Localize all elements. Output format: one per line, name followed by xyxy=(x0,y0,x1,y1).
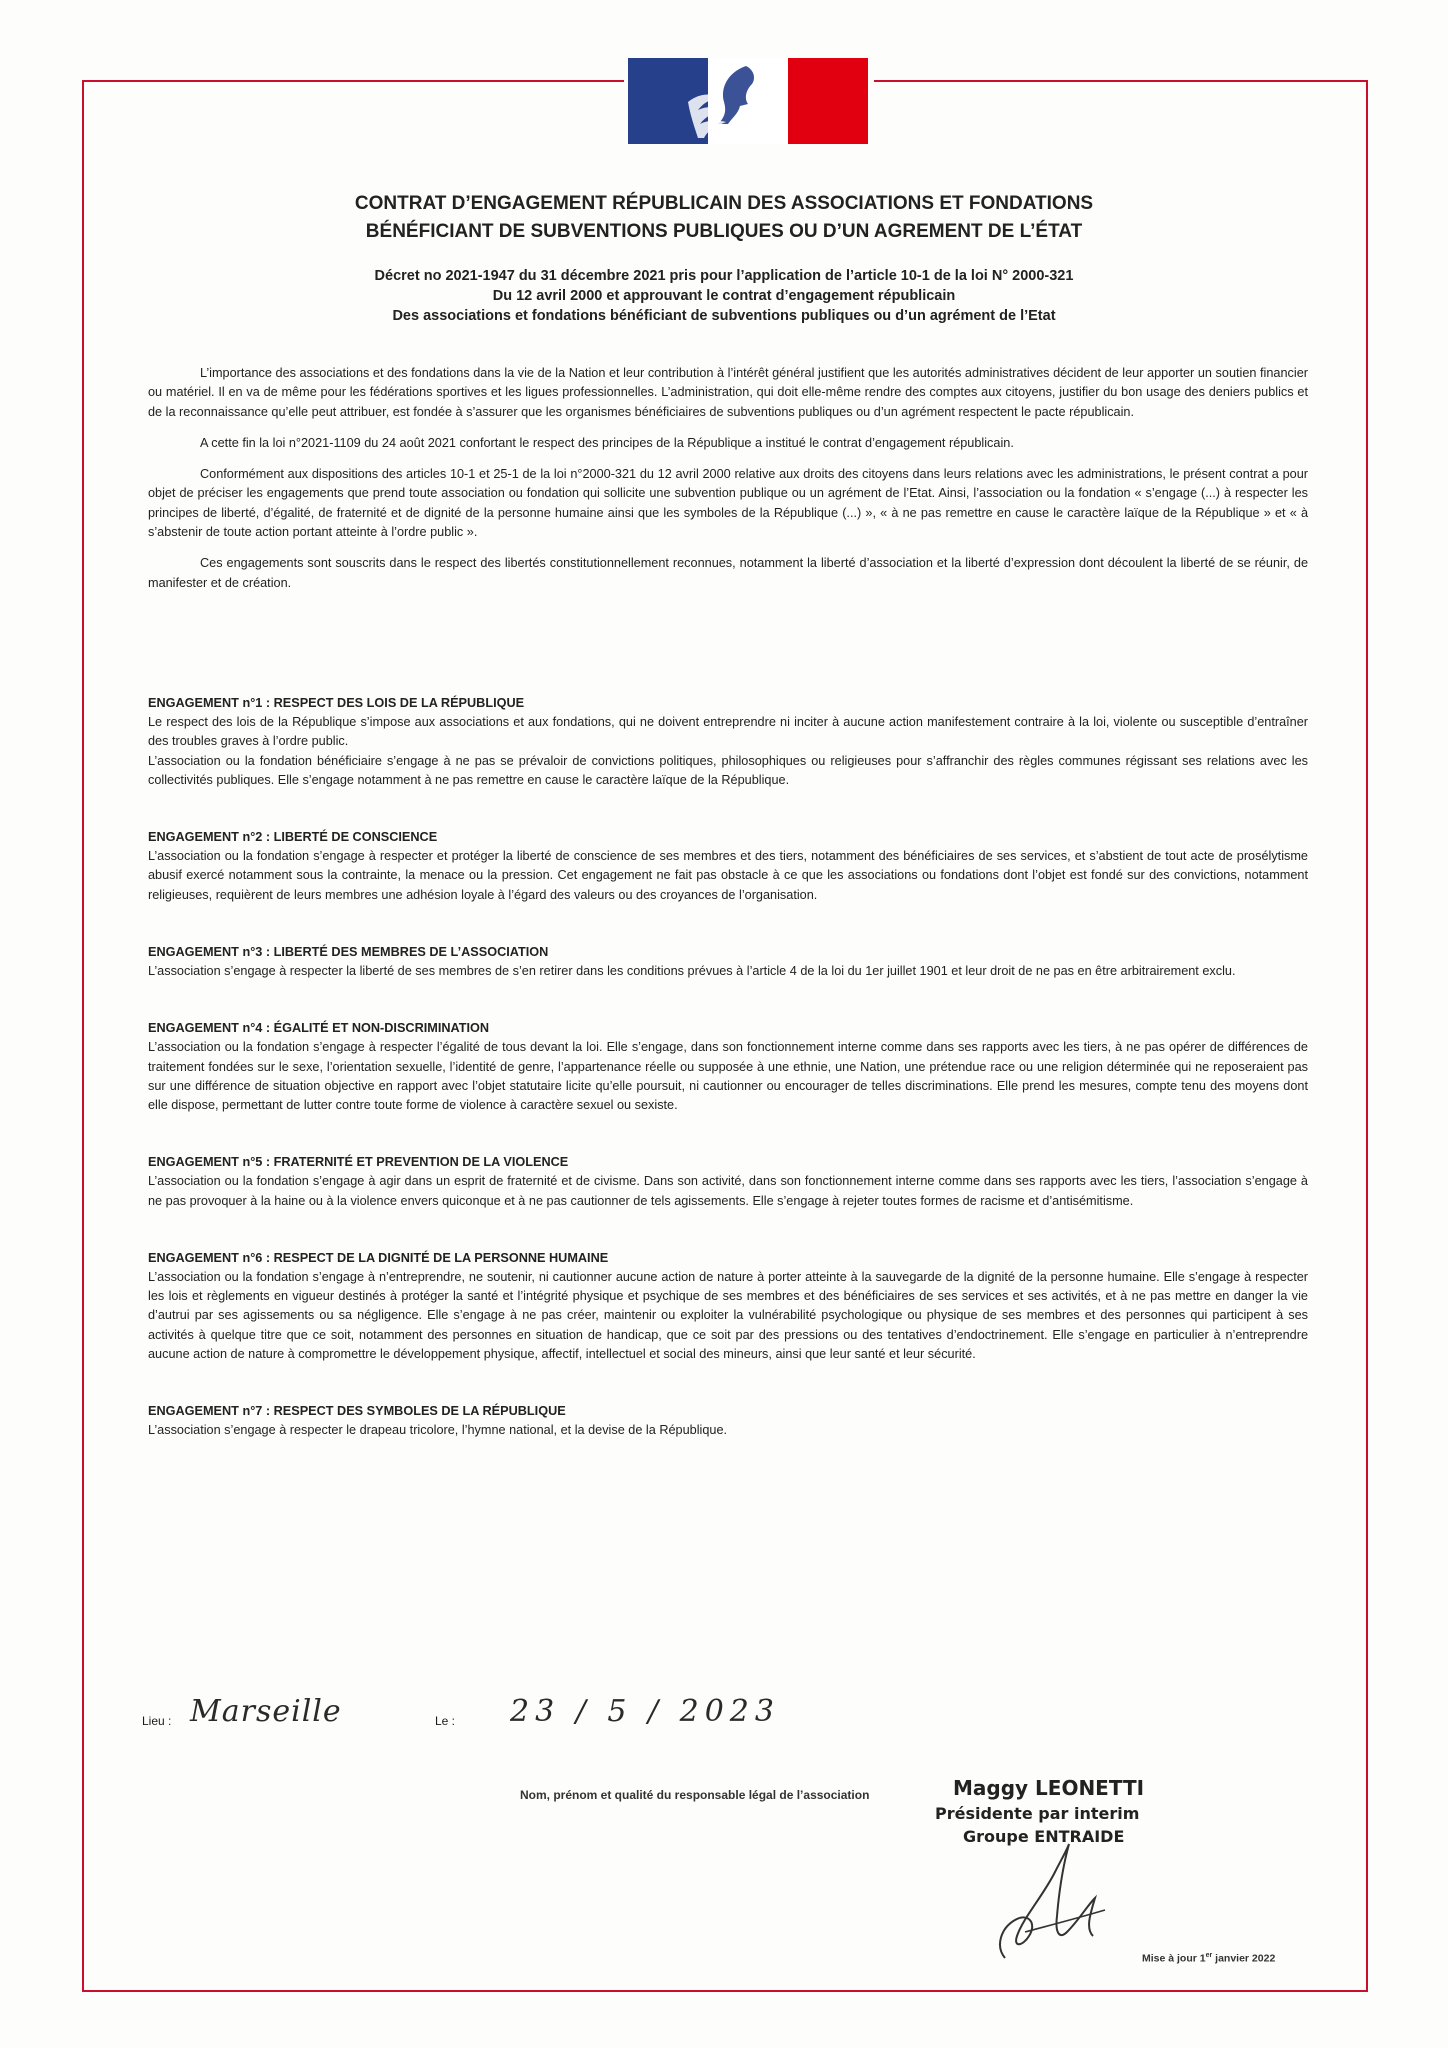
stamp-organization: Groupe ENTRAIDE xyxy=(963,1827,1125,1846)
engagement-heading: ENGAGEMENT n°2 : LIBERTÉ DE CONSCIENCE xyxy=(148,830,438,845)
engagement-text: L’association ou la fondation s’engage à agir dans un esprit de fraternité et de civisme. Dans son activité, dans son fonctionnement interne comme dans ses rapports avec les tiers, l’association s’engage à ne pas provoquer à la haine ou à la violence envers quiconque et à ne pas cautionner de tels agissements. Elle s’engage à rejeter toutes formes de racisme et d’antisémitisme. xyxy=(148,1174,1308,1208)
stamp-name: Maggy LEONETTI xyxy=(953,1776,1145,1800)
intro-paragraph: A cette fin la loi n°2021-1109 du 24 août 2021 confortant le respect des principes de la République a institué le contrat d’engagement républicain. xyxy=(200,435,1014,450)
decret-line-1: Décret no 2021-1947 du 31 décembre 2021 pris pour l’application de l’article 10-1 de la loi N° 2000-321 xyxy=(374,268,1074,284)
lieu-label: Lieu : xyxy=(142,1714,172,1728)
engagement-4 xyxy=(148,1019,1308,1115)
intro-paragraph: Ces engagements sont souscrits dans le respect des libertés constitutionnellement reconnues, notamment la liberté d’association et la liberté d’expression dont découlent la liberté de se réunir, de manifester et de création. xyxy=(148,556,1308,590)
engagement-heading: ENGAGEMENT n°3 : LIBERTÉ DES MEMBRES DE L’ASSOCIATION xyxy=(148,944,549,959)
title-line-1: CONTRAT D’ENGAGEMENT RÉPUBLICAIN DES ASSOCIATIONS ET FONDATIONS xyxy=(354,193,1094,214)
title-line-2: BÉNÉFICIANT DE SUBVENTIONS PUBLIQUES OU D’UN AGREMENT DE L’ÉTAT xyxy=(365,221,1083,242)
engagement-7 xyxy=(148,1402,1308,1440)
engagement-heading: ENGAGEMENT n°5 : FRATERNITÉ ET PREVENTION DE LA VIOLENCE xyxy=(148,1155,569,1170)
engagement-2 xyxy=(148,828,1308,905)
decret-reference xyxy=(100,266,1348,326)
intro-paragraph: L’importance des associations et des fondations dans la vie de la Nation et leur contribution à l’intérêt général justifient que les autorités administratives décident de leur apporter un soutien financier ou matériel. Il en va de même pour les fédérations sportives et les ligues professionnelles. L’administration, qui doit elle-même rendre des comptes aux citoyens, justifier du bon usage des deniers publics et de la reconnaissance qu’elle peut attribuer, est fondée à s’assurer que les organismes bénéficiaires de subventions publiques ou d’un agrément respectent le pacte républicain. xyxy=(148,366,1308,419)
document-title xyxy=(100,190,1348,246)
date-handwritten-value: 23 / 5 / 2023 xyxy=(510,1694,780,1729)
handwritten-signature xyxy=(955,1836,1135,1966)
date-label: Le : xyxy=(435,1714,456,1728)
update-note-sup: er xyxy=(1205,1952,1213,1959)
engagements-list xyxy=(148,694,1308,1478)
update-note-text: Mise à jour 1 xyxy=(1142,1952,1206,1965)
engagement-text: L’association ou la fondation s’engage à respecter l’égalité de tous devant la loi. Elle s’engage, dans son fonctionnement interne comme dans ses rapports avec les tiers, à ne pas opérer de différences de traitement fondées sur le sexe, l’orientation sexuelle, l’identité de genre, l’appartenance réelle ou supposée à une ethnie, une Nation, une prétendue race ou une religion déterminée qui ne reposeraient pas sur une différence de situation objective en rapport avec l’objet statutaire licite qu’elle poursuit, ni cautionner ou encourager de telles discriminations. Elle prend les mesures, compte tenu des moyens dont elle dispose, permettant de lutter contre toute forme de violence à caractère sexuel ou sexiste. xyxy=(148,1040,1308,1113)
update-note xyxy=(1142,1952,1275,1965)
marianne-logo xyxy=(628,58,868,144)
engagement-heading: ENGAGEMENT n°7 : RESPECT DES SYMBOLES DE LA RÉPUBLIQUE xyxy=(148,1404,566,1419)
engagement-text: L’association s’engage à respecter le drapeau tricolore, l’hymne national, et la devise de la République. xyxy=(148,1423,728,1438)
engagement-5 xyxy=(148,1153,1308,1211)
engagement-heading: ENGAGEMENT n°6 : RESPECT DE LA DIGNITÉ DE LA PERSONNE HUMAINE xyxy=(148,1250,609,1265)
engagement-text: L’association ou la fondation s’engage à respecter et protéger la liberté de conscience de ses membres et des tiers, notamment des bénéficiaires de ses services, et s’abstient de tout acte de prosélytisme abusif exercé notamment sous la contrainte, la menace ou la pression. Cet engagement ne fait pas obstacle à ce que les associations ou fondations dont l’objet est fondé sur des convictions, notamment religieuses, requièrent de leurs membres une adhésion loyale à l’égard des valeurs ou des croyances de l’organisation. xyxy=(148,849,1308,902)
stamp-role: Présidente par interim xyxy=(935,1804,1140,1823)
decret-line-3: Des associations et fondations bénéficiant de subventions publiques ou d’un agrément de l’Etat xyxy=(392,308,1056,324)
decret-line-2: Du 12 avril 2000 et approuvant le contrat d’engagement républicain xyxy=(492,288,956,304)
engagement-1 xyxy=(148,694,1308,790)
engagement-text: L’association ou la fondation bénéficiaire s’engage à ne pas se prévaloir de convictions politiques, philosophiques ou religieuses pour s’affranchir des règles communes régissant ses relations avec les collectivités publiques. Elle s’engage notamment à ne pas remettre en cause le caractère laïque de la République. xyxy=(148,753,1308,787)
responsable-label: Nom, prénom et qualité du responsable légal de l’association xyxy=(520,1788,870,1802)
engagement-heading: ENGAGEMENT n°4 : ÉGALITÉ ET NON-DISCRIMINATION xyxy=(148,1021,490,1036)
engagement-text: Le respect des lois de la République s’impose aux associations et aux fondations, qui ne doivent entreprendre ni inciter à aucune action manifestement contraire à la loi, violente ou susceptible d’entraîner des troubles graves à l’ordre public. xyxy=(148,715,1308,749)
update-note-date: janvier 2022 xyxy=(1212,1952,1276,1965)
introduction xyxy=(148,364,1308,605)
intro-paragraph: Conformément aux dispositions des articles 10-1 et 25-1 de la loi n°2000-321 du 12 avril 2000 relative aux droits des citoyens dans leurs relations avec les administrations, le présent contrat a pour objet de préciser les engagements que prend toute association ou fondation qui sollicite une subvention publique ou un agrément de l’Etat. Ainsi, l’association ou la fondation « s’engage (...) à respecter les principes de liberté, d’égalité, de fraternité et de dignité de la personne humaine ainsi que les symboles de la République (...) », « à ne pas remettre en cause le caractère laïque de la République » et « à s’abstenir de toute action portant atteinte à l’ordre public ». xyxy=(148,467,1308,540)
engagement-heading: ENGAGEMENT n°1 : RESPECT DES LOIS DE LA RÉPUBLIQUE xyxy=(148,696,525,710)
lieu-handwritten-value: Marseille xyxy=(190,1694,342,1729)
engagement-text: L’association ou la fondation s’engage à n’entreprendre, ne soutenir, ni cautionner aucune action de nature à porter atteinte à la sauvegarde de la dignité de la personne humaine. Elle s’engage à respecter les lois et règlements en vigueur destinés à protéger la santé et l’intégrité physique et psychique de ses membres et des bénéficiaires de ses services et ses activités, et à ne pas mettre en danger la vie d’autrui par ses agissements ou sa négligence. Elle s’engage à ne pas créer, maintenir ou exploiter la vulnérabilité psychologique ou physique de ses membres et des personnes qui participent à ses activités à quelque titre que ce soit, notamment des personnes en situation de handicap, que ce soit par des pressions ou des tentatives d’endoctrinement. Elle s’engage en particulier à n’entreprendre aucune action de nature à compromettre le développement physique, affectif, intellectuel et social des mineurs, ainsi que leur santé et leur sécurité. xyxy=(148,1270,1308,1361)
marianne-profile-icon xyxy=(628,58,868,144)
engagement-text: L’association s’engage à respecter la liberté de ses membres de s’en retirer dans les conditions prévues à l’article 4 de la loi du 1er juillet 1901 et leur droit de ne pas en être arbitrairement exclu. xyxy=(148,964,1236,979)
engagement-3 xyxy=(148,943,1308,981)
engagement-6 xyxy=(148,1249,1308,1364)
